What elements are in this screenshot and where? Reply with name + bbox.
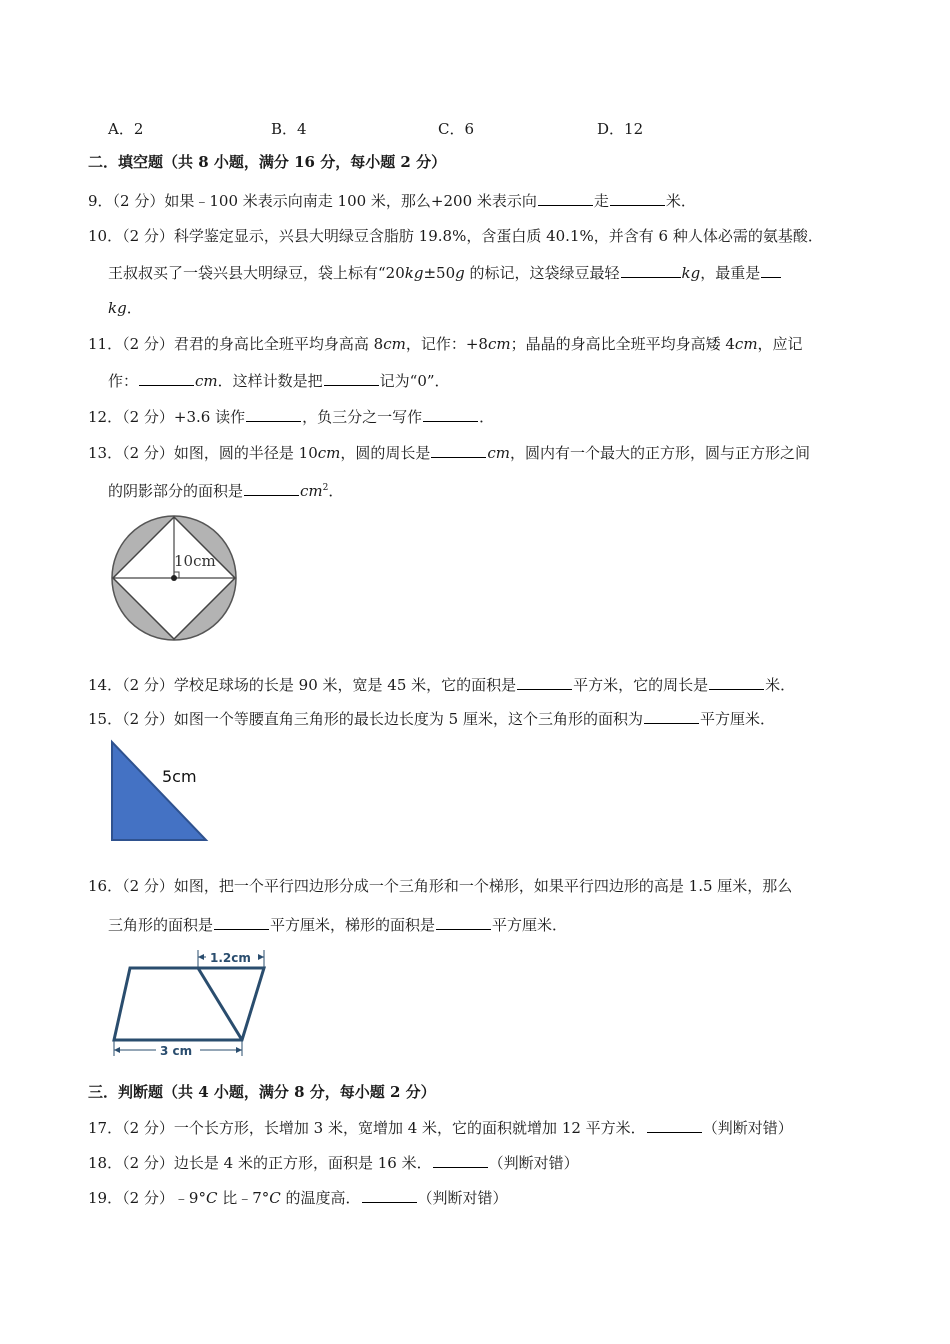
answer-blank[interactable] [139, 370, 194, 386]
answer-blank[interactable] [244, 480, 299, 496]
answer-blank[interactable] [246, 406, 301, 422]
radius-label: 10cm [174, 552, 216, 570]
answer-blank[interactable] [761, 262, 781, 278]
arrow-head [114, 1047, 120, 1053]
answer-blank[interactable] [709, 674, 764, 690]
answer-blank[interactable] [647, 1117, 702, 1133]
question-19: 19．（2 分）﹣9°C 比﹣7°C 的温度高． （判断对错） [88, 1189, 508, 1207]
answer-blank[interactable] [644, 708, 699, 724]
question-18: 18．（2 分）边长是 4 米的正方形，面积是 16 米． （判断对错） [88, 1154, 579, 1172]
answer-blank[interactable] [214, 914, 269, 930]
answer-blank[interactable] [538, 190, 593, 206]
circle-square-figure [108, 514, 240, 646]
question-11-line-2: 作： cm．这样计数是把 记为“0”． [108, 372, 450, 390]
parallelogram-figure [108, 944, 273, 1060]
question-9: 9．（2 分）如果﹣100 米表示向南走 100 米，那么+200 米表示向 走 米． [88, 192, 696, 210]
question-12: 12．（2 分）+3.6 读作 ，负三分之一写作 ． [88, 408, 495, 426]
option-c: C．6 [438, 120, 475, 138]
parallelogram [114, 968, 264, 1040]
center-point [171, 575, 177, 581]
arrow-head [258, 954, 264, 960]
option-b: B．4 [271, 120, 307, 138]
arrow-head [198, 954, 204, 960]
question-14: 14．（2 分）学校足球场的长是 90 米，宽是 45 米，它的面积是 平方米，它的周长是 米． [88, 676, 796, 694]
answer-blank[interactable] [362, 1187, 417, 1203]
bottom-length-label: 3 cm [160, 1044, 193, 1058]
answer-blank[interactable] [431, 442, 486, 458]
section-2-title: 二．填空题（共 8 小题，满分 16 分，每小题 2 分） [88, 153, 447, 171]
top-length-label: 1.2cm [210, 951, 251, 965]
dividing-line [198, 968, 242, 1040]
question-11-line-1: 11．（2 分）君君的身高比全班平均身高高 8cm，记作：+8cm；晶晶的身高比全班平均身高矮 4cm，应记 [88, 335, 803, 353]
triangle-figure [108, 738, 218, 844]
answer-blank[interactable] [436, 914, 491, 930]
answer-blank[interactable] [621, 262, 681, 278]
answer-blank[interactable] [433, 1152, 488, 1168]
arrow-head [236, 1047, 242, 1053]
question-16-line-1: 16．（2 分）如图，把一个平行四边形分成一个三角形和一个梯形，如果平行四边形的高是 1.5 厘米，那么 [88, 877, 793, 895]
answer-blank[interactable] [324, 370, 379, 386]
option-d: D．12 [597, 120, 644, 138]
option-a: A．2 [108, 120, 144, 138]
question-13-line-2: 的阴影部分的面积是 $cm^2$． [108, 482, 344, 500]
question-10-line-3: kg． [108, 299, 142, 317]
question-16-line-2: 三角形的面积是 平方厘米，梯形的面积是 平方厘米． [108, 916, 568, 934]
question-10-line-1: 10．（2 分）科学鉴定显示，兴县大明绿豆含脂肪 19.8%，含蛋白质 40.1%，并含有 6 种人体必需的氨基酸． [88, 227, 823, 245]
answer-blank[interactable] [610, 190, 665, 206]
question-10-line-2: 王叔叔买了一袋兴县大明绿豆，袋上标有“20kg±50g 的标记，这袋绿豆最轻 kg，最重是 [108, 262, 782, 283]
answer-blank[interactable] [423, 406, 478, 422]
isosceles-right-triangle [112, 742, 206, 840]
section-3-title: 三．判断题（共 4 小题，满分 8 分，每小题 2 分） [88, 1083, 436, 1101]
hypotenuse-label: 5cm [162, 767, 197, 786]
answer-blank[interactable] [517, 674, 572, 690]
question-13-line-1: 13．（2 分）如图，圆的半径是 10cm，圆的周长是 cm，圆内有一个最大的正方形，圆与正方形之间 [88, 444, 811, 462]
question-15: 15．（2 分）如图一个等腰直角三角形的最长边长度为 5 厘米，这个三角形的面积为 平方厘米． [88, 710, 775, 728]
question-17: 17．（2 分）一个长方形，长增加 3 米，宽增加 4 米，它的面积就增加 12 平方米． （判断对错） [88, 1119, 793, 1137]
